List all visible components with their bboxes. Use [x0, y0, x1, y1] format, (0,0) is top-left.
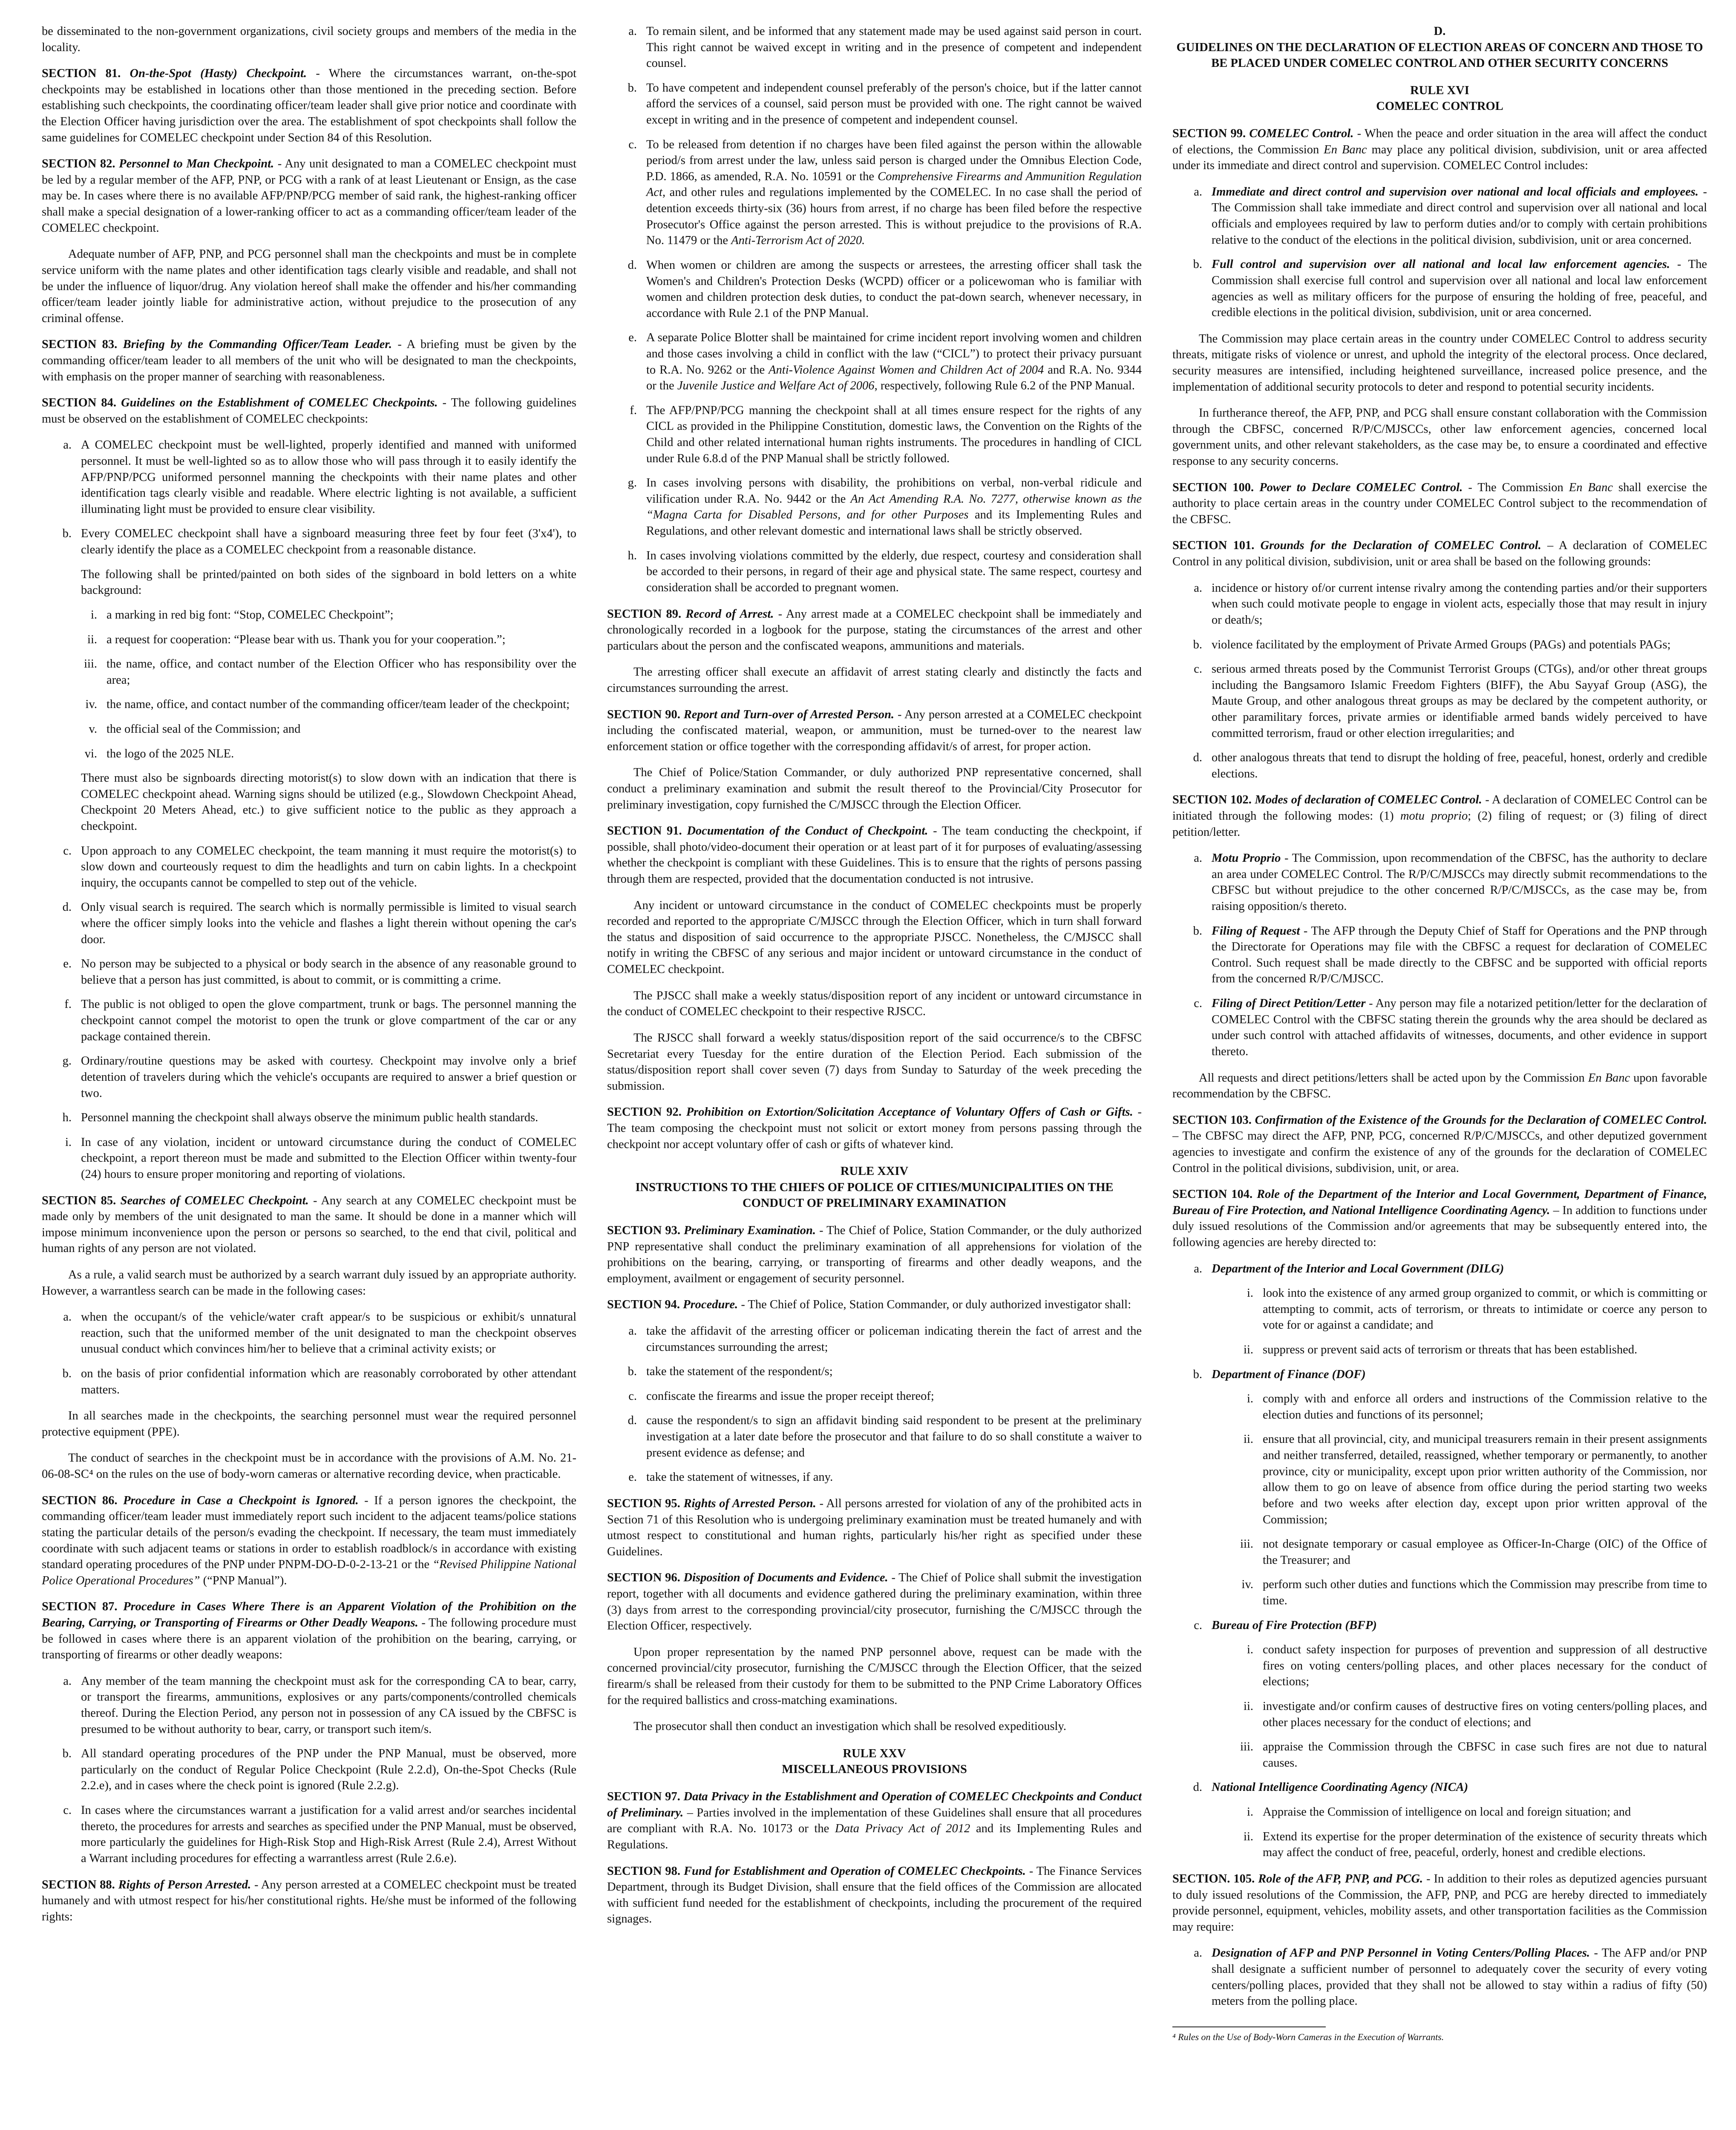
- section-94: SECTION 94. Procedure. - The Chief of Police, Station Commander, or duly authorized investigator shall:: [607, 1298, 1131, 1312]
- list-102: [1172, 850, 1707, 1059]
- list-item: a. incidence or history of/or current intense rivalry among the contending parties and/or their supporters when such could motivate people to engage in violent acts, especially those that may result in injury or death/s;: [1194, 581, 1707, 627]
- list-88: [607, 23, 1142, 596]
- section-97: SECTION 97. Data Privacy in the Establishment and Operation of COMELEC Checkpoints and Conduct of Preliminary. – Parties involved in the implementation of these Guidelines shall ensure that all procedures are compliant with R.A. No. 10173 or the Data Privacy Act of 2012 and its Implementing Rules and Regulations.: [607, 1790, 1142, 1851]
- list-item: i. comply with and enforce all orders and instructions of the Commission relative to the election duties and functions of its personnel;: [1247, 1392, 1707, 1422]
- list-item: g. In cases involving persons with disability, the prohibitions on verbal, non-verbal ridicule and vilification under R.A. No. 9442 or the An Act Amending R.A. No. 7277, otherwise known as the “Magna Carta for Disabled Persons, and for other Purposes and its Implementing Rules and Regulations, and other relevant domestic and international laws shall be strictly observed.: [628, 476, 1142, 538]
- section-96: SECTION 96. Disposition of Documents and Evidence. - The Chief of Police shall submit the investigation report, together with all documents and evidence gathered during the preliminary examination, within three (3) days from arrest to the corresponding provincial/city prosecutor, furnishing the C/MJSCC through the Election Officer, respectively.: [607, 1571, 1142, 1633]
- paragraph: Upon proper representation by the named PNP personnel above, request can be made with the concerned provincial/city prosecutor, furnishing the C/MJSCC through the Election Officer, that the seized firearm/s shall be released from their custody for them to be submitted to the PNP Crime Laboratory Offices for the required ballistics and cross-matching examinations.: [607, 1645, 1142, 1707]
- list-item: There must also be signboards directing motorist(s) to slow down with an indication that there is COMELEC checkpoint ahead. Warning signs should be utilized (e.g., Slowdown Checkpoint Ahead, Checkpoint 20 Meters Ahead, etc.) to give sufficient notice to the public as they approach a checkpoint.: [81, 771, 576, 833]
- rule-heading-16: RULE XVI COMELEC CONTROL: [1376, 83, 1503, 113]
- list-item: i. In case of any violation, incident or untoward circumstance during the conduct of COMELEC checkpoint, a report thereon must be made and submitted to the Election Officer within twenty-four (24) hours to ensure proper monitoring and reporting of violations.: [65, 1135, 576, 1181]
- list-item: b. Department of Finance (DOF): [1193, 1367, 1366, 1381]
- section-98: SECTION 98. Fund for Establishment and Operation of COMELEC Checkpoints. - The Finance Services Department, through its Budget Division, shall ensure that the field offices of the Commission are allocated with sufficient fund needed for the establishment of checkpoints, including the procurement of the required signages.: [607, 1864, 1142, 1926]
- list-item: b. All standard operating procedures of the PNP under the PNP Manual, must be observed, more particularly on the conduct of Regular Police Checkpoint (Rule 2.2.d), On-the-Spot Checks (Rule 2.2.e), and in cases where the check point is ignored (Rule 2.2.g).: [62, 1747, 576, 1793]
- list-item: i. a marking in red big font: “Stop, COMELEC Checkpoint”;: [90, 608, 394, 622]
- list-104: [1172, 1261, 1707, 1861]
- list-item: c. Bureau of Fire Protection (BFP): [1194, 1618, 1377, 1632]
- paragraph: The Commission may place certain areas in the country under COMELEC Control to address security threats, mitigate risks of violence or unrest, and uphold the integrity of the electoral process. Once declared, security measures are intensified, including heightened surveillance, increased police presence, and the implementation of additional security protocols to deter and respond to potential security incidents.: [1172, 332, 1707, 394]
- section-84: SECTION 84. Guidelines on the Establishment of COMELEC Checkpoints. - The following guidelines must be observed on the establishment of COMELEC checkpoints:: [42, 396, 576, 426]
- paragraph: The prosecutor shall then conduct an investigation which shall be resolved expeditiously.: [633, 1720, 1066, 1733]
- section-102: SECTION 102. Modes of declaration of COMELEC Control. - A declaration of COMELEC Control can be initiated through the following modes: (1) motu proprio; (2) filing of request; or (3) filing of direct petition/letter.: [1172, 793, 1707, 839]
- paragraph: The PJSCC shall make a weekly status/disposition report of any incident or untoward circumstance in the conduct of COMELEC checkpoint to their respective RJSCC.: [607, 989, 1142, 1019]
- list-item: a. Immediate and direct control and supervision over national and local officials and employees. - The Commission shall take immediate and direct control and supervision over all national and local officials and employees required by law to perform duties and/or to comply with certain prohibitions relative to the conduct of the elections in the political division, subdivision, unit or area concerned.: [1194, 185, 1707, 247]
- list-item: c. Upon approach to any COMELEC checkpoint, the team manning it must require the motorist(s) to slow down and courteously request to dim the headlights and turn on cabin lights. In a checkpoint inquiry, the occupants cannot be compelled to step out of the vehicle.: [63, 844, 576, 889]
- list-item: b. violence facilitated by the employment of Private Armed Groups (PAGs) and potentials PAGs;: [1193, 638, 1671, 651]
- list-item: d. When women or children are among the suspects or arrestees, the arresting officer shall task the Women's and Children's Protection Desks (WCPD) officer or a policewoman who is familiar with women and children protection desk duties, to conduct the pat-down search, whenever necessary, in accordance with Rule 2.1 of the PNP Manual.: [628, 258, 1142, 320]
- list-item: e. take the statement of witnesses, if any.: [628, 1471, 833, 1484]
- list-item: c. serious armed threats posed by the Communist Terrorist Groups (CTGs), and/or other threat groups including the Bangsamoro Islamic Freedom Fighters (BIFF), the Abu Sayyaf Group (ASG), the Maute Group, and other analogous threat groups as may be declared by the competent authority, or other paramilitary forces, private armies or identifiable armed bands widely perceived to have committed terrorism, fraud or other election irregularities; and: [1194, 662, 1707, 740]
- list-item: a. take the affidavit of the arresting officer or policeman indicating therein the fact of arrest and the circumstances surrounding the arrest;: [628, 1324, 1142, 1354]
- list-item: v. the official seal of the Commission; and: [89, 722, 301, 736]
- list-item: iii. appraise the Commission through the CBFSC in case such fires are not due to natural causes.: [1240, 1740, 1707, 1770]
- part-heading-d: D. GUIDELINES ON THE DECLARATION OF ELECTION AREAS OF CONCERN AND THOSE TO BE PLACED UNDER COMELEC CONTROL AND OTHER SECURITY CONCERNS: [1176, 25, 1703, 70]
- list-item: c. To be released from detention if no charges have been filed against the person within the allowable period/s from arrest under the law, unless said person is charged under the Omnibus Election Code, P.D. 1866, as amended, R.A. No. 10591 or the Comprehensive Firearms and Ammunition Regulation Act, and other rules and regulations implemented by the COMELEC. In no case shall the period of detention exceeds thirty-six (36) hours from arrest, if no charge has been filed before the respective Prosecutor's Office against the person arrested. This is without prejudice to the provisions of R.A. No. 11479 or the Anti-Terrorism Act of 2020.: [628, 138, 1142, 248]
- list-item: h. In cases involving violations committed by the elderly, due respect, courtesy and consideration shall be accorded to their persons, in regard of their age and physical state. The same respect, courtesy and consideration shall be accorded to pregnant women.: [628, 549, 1142, 594]
- column-right: [1172, 23, 1707, 2130]
- section-86: SECTION 86. Procedure in Case a Checkpoint is Ignored. - If a person ignores the checkpoint, the commanding officer/team leader must immediately report such incident to the adjacent teams/police stations stating the particular details of the person/s evading the checkpoint. If necessary, the team must immediately coordinate with such adjacent teams or stations in order to establish roadblock/s in accordance with existing standard operating procedures of the PNP under PNPM-DO-D-0-2-13-21 or the “Revised Philippine National Police Operational Procedures” (“PNP Manual”).: [42, 1494, 576, 1587]
- list-87: [42, 1673, 576, 1867]
- section-99: SECTION 99. COMELEC Control. - When the peace and order situation in the area will affect the conduct of elections, the Commission En Banc may place any political division, subdivision, unit or area affected under its immediate and direct control and supervision. COMELEC Control includes:: [1172, 127, 1707, 173]
- list-item: ii. Extend its expertise for the proper determination of the existence of security threats which may affect the conduct of free, peaceful, orderly, honest and credible elections.: [1244, 1830, 1707, 1859]
- list-item: b. To have competent and independent counsel preferably of the person's choice, but if the latter cannot afford the services of a counsel, said person must be provided with one. The right cannot be waived except in writing and in the presence of competent and independent counsel.: [628, 81, 1142, 127]
- paragraph: The RJSCC shall forward a weekly status/disposition report of the said occurrence/s to the CBFSC Secretariat every Tuesday for the entire duration of the Election Period. Each submission of the status/disposition report shall cover seven (7) days from Sunday to Saturday of the week preceding the submission.: [607, 1031, 1142, 1093]
- list-item: d. cause the respondent/s to sign an affidavit binding said respondent to be present at the preliminary investigation at a later date before the prosecutor and that failure to do so shall constitute a waiver to present evidence as defense; and: [628, 1414, 1142, 1459]
- paragraph: be disseminated to the non-government organizations, civil society groups and members of the media in the locality.: [42, 25, 576, 54]
- list-item: d. other analogous threats that tend to disrupt the holding of free, peaceful, honest, orderly and credible elections.: [1193, 751, 1707, 780]
- list-item: g. Ordinary/routine questions may be asked with courtesy. Checkpoint may involve only a brief detention of travelers during which the vehicle's occupants are required to answer a brief question or two.: [62, 1054, 576, 1100]
- list-item: The following shall be printed/painted on both sides of the signboard in bold letters on a white background:: [81, 567, 576, 597]
- section-103: SECTION 103. Confirmation of the Existence of the Grounds for the Declaration of COMELEC Control. – The CBFSC may direct the AFP, PNP, PCG, concerned R/P/C/MJSCCs, and other deputized government agencies to investigate and confirm the existence of any of the grounds for the declaration of COMELEC Control in the political divisions, subdivision, unit, or area.: [1172, 1113, 1707, 1175]
- list-item: a. To remain silent, and be informed that any statement made may be used against said person in court. This right cannot be waived except in writing and in the presence of competent and independent counsel.: [628, 25, 1142, 70]
- list-99: [1172, 184, 1707, 321]
- list-item: i. Appraise the Commission of intelligence on local and foreign situation; and: [1247, 1805, 1631, 1819]
- section-85: SECTION 85. Searches of COMELEC Checkpoint. - Any search at any COMELEC checkpoint must be made only by members of the unit designated to man the same. It should be done in a manner which will impose minimum inconvenience upon the person or persons so searched, to the end that civil, political and human rights of any person are not violated.: [42, 1194, 576, 1255]
- list-84: [42, 437, 576, 1182]
- list-item: iii. the name, office, and contact number of the Election Officer who has responsibility over the area;: [84, 657, 576, 687]
- list-item: b. take the statement of the respondent/s;: [628, 1365, 833, 1379]
- list-item: b. Filing of Request - The AFP through the Deputy Chief of Staff for Operations and the PNP through the Directorate for Operations may file with the CBFSC a request for declaration of COMELEC Control. Such request shall be made directly to the CBFSC and be supported with official reports from the concerned R/P/C/MJSCC.: [1193, 924, 1707, 986]
- section-88: SECTION 88. Rights of Person Arrested. - Any person arrested at a COMELEC checkpoint must be treated humanely and with utmost respect for his/her constitutional rights. He/she must be informed of the following rights:: [42, 1878, 576, 1923]
- list-item: c. confiscate the firearms and issue the proper receipt thereof;: [628, 1389, 934, 1403]
- section-104: SECTION 104. Role of the Department of the Interior and Local Government, Department of Finance, Bureau of Fire Protection, and National Intelligence Coordinating Agency. – In addition to functions under duly issued resolutions of the Commission and/or agreements that may be subsequently entered into, the following agencies are hereby directed to:: [1172, 1188, 1707, 1249]
- rule-heading-24: RULE XXIV INSTRUCTIONS TO THE CHIEFS OF POLICE OF CITIES/MUNICIPALITIES ON THE CONDUCT OF PRELIMINARY EXAMINATION: [635, 1165, 1114, 1210]
- list-item: b. Every COMELEC checkpoint shall have a signboard measuring three feet by four feet (3'x4'), to clearly identify the place as a COMELEC checkpoint from a reasonable distance.: [62, 527, 576, 557]
- section-93: SECTION 93. Preliminary Examination. - The Chief of Police, Station Commander, or the duly authorized PNP representative shall conduct the preliminary examination of all apprehensions for violation of the prohibitions on the bearing, carrying, or transporting of firearms and other deadly weapons, and the employment, availment or engagement of security personnel.: [607, 1224, 1142, 1285]
- list-item: ii. a request for cooperation: “Please bear with us. Thank you for your cooperation.”;: [87, 633, 506, 646]
- list-item: d. Only visual search is required. The search which is normally permissible is limited to visual search where the officer simply looks into the vehicle and flashes a light therein without opening the car's door.: [62, 901, 576, 946]
- list-item: b. on the basis of prior confidential information which are reasonably corroborated by other attendant matters.: [62, 1367, 576, 1396]
- list-item: b. Full control and supervision over all national and local law enforcement agencies. - The Commission shall exercise full control and supervision over all national and local law enforcement agencies as well as military officers for the purpose of ensuring the holding of free, peaceful, and credible elections in the political division, subdivision, unit or area concerned.: [1193, 258, 1707, 320]
- list-item: h. Personnel manning the checkpoint shall always observe the minimum public health standards.: [62, 1111, 538, 1125]
- list-85: [42, 1309, 576, 1398]
- section-89: SECTION 89. Record of Arrest. - Any arrest made at a COMELEC checkpoint shall be immediately and chronologically recorded in a logbook for the purpose, stating the circumstances of the arrest and other particulars about the person and the confiscated weapons, ammunitions and materials.: [607, 607, 1142, 653]
- paragraph: Any incident or untoward circumstance in the conduct of COMELEC checkpoints must be properly recorded and reported to the appropriate C/MJSCC through the Election Officer, which in turn shall forward the status and disposition of said occurrence to the appropriate PJSCC. Nonetheless, the C/MJSCC shall notify in writing the CBFSC of any serious and major incident or untoward circumstance in the conduct of COMELEC checkpoint.: [607, 898, 1142, 976]
- paragraph: The conduct of searches in the checkpoint must be in accordance with the provisions of A.M. No. 21-06-08-SC⁴ on the rules on the use of body-worn cameras or alternative recording device, when practicable.: [42, 1451, 576, 1481]
- section-90: SECTION 90. Report and Turn-over of Arrested Person. - Any person arrested at a COMELEC checkpoint including the confiscated material, weapon, or ammunition, must be turned-over to the nearest law enforcement station or office together with the corresponding affidavit/s of arrest, for proper action.: [607, 708, 1142, 753]
- section-92: SECTION 92. Prohibition on Extortion/Solicitation Acceptance of Voluntary Offers of Cash or Gifts. - The team composing the checkpoint must not solicit or extort money from persons passing through the checkpoint nor accept voluntary offer of cash or gifts of whatever kind.: [607, 1105, 1142, 1151]
- section-100: SECTION 100. Power to Declare COMELEC Control. - The Commission En Banc shall exercise the authority to place certain areas in the country under COMELEC Control subject to the recommendation of the CBFSC.: [1172, 481, 1707, 526]
- list-item: f. The public is not obliged to open the glove compartment, trunk or bags. The personnel manning the checkpoint cannot compel the motorist to open the trunk or glove compartment of the car or any package contained therein.: [64, 998, 576, 1043]
- paragraph: Adequate number of AFP, PNP, and PCG personnel shall man the checkpoints and must be in complete service uniform with the name plates and other identification tags clearly visible and readable, and shall not be under the influence of liquor/drug. Any violation hereof shall make the offender and his/her commanding officer/team leader jointly liable for administrative action, without prejudice to the prosecution of any criminal offense.: [42, 248, 576, 325]
- list-item: a. Designation of AFP and PNP Personnel in Voting Centers/Polling Places. - The AFP and/or PNP shall designate a sufficient number of personnel to adequately cover the security of every voting centers/polling places, provided that they shall not be allowed to stay within a radius of fifty (50) meters from the polling place.: [1194, 1946, 1707, 2008]
- list-101: [1172, 580, 1707, 782]
- list-item: a. Department of the Interior and Local Government (DILG): [1194, 1262, 1504, 1275]
- section-81: SECTION 81. On-the-Spot (Hasty) Checkpoint. - Where the circumstances warrant, on-the-spot checkpoints may be established in locations other than those mentioned in the preceding section. Before establishing such checkpoints, the coordinating officer/team leader shall give prior notice and coordinate with the Election Officer having jurisdiction over the area. The establishment of spot checkpoints shall follow the same guidelines for COMELEC checkpoint under Section 84 of this Resolution.: [42, 67, 576, 144]
- list-item: a. Any member of the team manning the checkpoint must ask for the corresponding CA to bear, carry, or transport the firearms, ammunitions, explosives or any parts/components/controlled chemicals thereof. During the Election Period, any person not in possession of any CA issued by the CBFSC is presumed to be without authority to bear, carry, or transport such item/s.: [63, 1674, 576, 1736]
- list-item: iii. not designate temporary or casual employee as Officer-In-Charge (OIC) of the Office of the Treasurer; and: [1240, 1537, 1707, 1567]
- list-item: vi. the logo of the 2025 NLE.: [84, 747, 234, 760]
- paragraph: All requests and direct petitions/letters shall be acted upon by the Commission En Banc upon favorable recommendation by the CBFSC.: [1172, 1071, 1707, 1101]
- list-item: ii. ensure that all provincial, city, and municipal treasurers remain in their present assignments and neither transferred, detailed, reassigned, whether temporary or permanently, to another province, city or municipality, except upon prior written authority of the Commission, nor allow them to go on leave of absence from office during the period starting two weeks before and two weeks after election day, except upon prior written approval of the Commission;: [1244, 1433, 1707, 1526]
- list-item: ii. suppress or prevent said acts of terrorism or threats that has been established.: [1244, 1343, 1638, 1357]
- list-94: [607, 1323, 1142, 1485]
- list-item: iv. the name, office, and contact number of the commanding officer/team leader of the checkpoint;: [85, 698, 570, 711]
- paragraph: As a rule, a valid search must be authorized by a search warrant duly issued by an appropriate authority. However, a warrantless search can be made in the following cases:: [42, 1268, 576, 1298]
- list-item: i. look into the existence of any armed group organized to commit, or which is committing or attempting to commit, acts of terrorism, or threats to intimidate or coerce any person to vote for or against a candidate; and: [1247, 1287, 1707, 1332]
- rule-heading-25: RULE XXV MISCELLANEOUS PROVISIONS: [782, 1747, 967, 1776]
- list-item: i. conduct safety inspection for purposes of prevention and suppression of all destructive fires on voting centers/polling places, and other places necessary for the conduct of elections;: [1247, 1643, 1707, 1689]
- list-105: [1172, 1945, 1707, 2009]
- list-item: e. A separate Police Blotter shall be maintained for crime incident report involving women and children and those cases involving a child in conflict with the law (“CICL”) to protect their privacy pursuant to R.A. No. 9262 or the Anti-Violence Against Women and Children Act of 2004 and R.A. No. 9344 or the Juvenile Justice and Welfare Act of 2006, respectively, following Rule 6.2 of the PNP Manual.: [628, 331, 1142, 393]
- footnote: ⁴ Rules on the Use of Body-Worn Cameras in the Execution of Warrants.: [1172, 2031, 1444, 2042]
- list-item: c. In cases where the circumstances warrant a justification for a valid arrest and/or searches incidental thereto, the procedures for arrests and searches as specified under the PNP Manual, must be observed, more particularly the guidelines for High-Risk Stop and High-Risk Arrest (Rule 2.4), Arrest Without a Warrant including procedures for effecting a warrantless arrest (Rule 2.6.e).: [63, 1804, 576, 1865]
- list-item: e. No person may be subjected to a physical or body search in the absence of any reasonable ground to believe that a person has just committed, is about to commit, or is committing a crime.: [63, 957, 576, 987]
- section-105: SECTION. 105. Role of the AFP, PNP, and PCG. - In addition to their roles as deputized agencies pursuant to duly issued resolutions of the Commission, the AFP, PNP, and PCG are hereby directed to immediately provide personnel, equipment, vehicles, mobility assets, and other transportation facilities as the Commission may require:: [1172, 1872, 1707, 1934]
- list-item: a. A COMELEC checkpoint must be well-lighted, properly identified and manned with uniformed personnel. It must be well-lighted so as to allow those who will pass through it to easily identify the AFP/PNP/PCG uniformed personnel manning the checkpoints with their name plates and other identification tags clearly visible and readable. Where electric lighting is not available, a sufficient illuminating light must be provided to ensure clear visibility.: [63, 438, 576, 516]
- paragraph: The Chief of Police/Station Commander, or duly authorized PNP representative concerned, shall conduct a preliminary examination and submit the result thereof to the Provincial/City Prosecutor for preliminary investigation, copy furnished the C/MJSCC through the Election Officer.: [607, 766, 1142, 812]
- column-middle: [607, 23, 1142, 2130]
- list-item: iv. perform such other duties and functions which the Commission may prescribe from time to time.: [1241, 1578, 1707, 1607]
- paragraph: In furtherance thereof, the AFP, PNP, and PCG shall ensure constant collaboration with the Commission through the CBFSC, concerned R/P/C/MJSCCs, other law enforcement agencies, concerned local government units, and other relevant stakeholders, as the case may be, to ensure a coordinated and effective response to any security concerns.: [1172, 406, 1707, 468]
- list-item: d. National Intelligence Coordinating Agency (NICA): [1193, 1781, 1468, 1794]
- section-95: SECTION 95. Rights of Arrested Person. - All persons arrested for violation of any of the prohibited acts in Section 71 of this Resolution who is undergoing preliminary examination must be treated humanely and with utmost respect to constitutional and human rights, particularly his/her right as specified under these Guidelines.: [607, 1497, 1142, 1558]
- section-101: SECTION 101. Grounds for the Declaration of COMELEC Control. – A declaration of COMELEC Control in any political division, subdivision, unit or area shall be based on the following grounds:: [1172, 539, 1707, 569]
- section-91: SECTION 91. Documentation of the Conduct of Checkpoint. - The team conducting the checkpoint, if possible, shall photo/video-document their operation or at least part of it for purposes of evaluating/assessing whether the checkpoint is compliant with these Guidelines. This is to ensure that the rights of persons passing through them are respected, provided that the documentation conducted is not intrusive.: [607, 824, 1142, 886]
- list-item: f. The AFP/PNP/PCG manning the checkpoint shall at all times ensure respect for the rights of any CICL as provided in the Philippine Constitution, domestic laws, the Convention on the Rights of the Child and other related international human rights instruments. The procedures in handling of CICL under Rule 6.8.d of the PNP Manual shall be strictly followed.: [630, 403, 1142, 465]
- section-83: SECTION 83. Briefing by the Commanding Officer/Team Leader. - A briefing must be given by the commanding officer/team leader to all members of the unit who will be designated to man the checkpoints, with emphasis on the proper manner of searching with reasonableness.: [42, 338, 576, 383]
- list-item: c. Filing of Direct Petition/Letter - Any person may file a notarized petition/letter for the declaration of COMELEC Control with the CBFSC stating therein the grounds why the area should be declared as under such control with attached affidavits of witnesses, documents, and other evidence in support thereto.: [1194, 997, 1707, 1058]
- section-82: SECTION 82. Personnel to Man Checkpoint. - Any unit designated to man a COMELEC checkpoint must be led by a regular member of the AFP, PNP, or PCG with a rank of at least Lieutenant or Ensign, as the case may be. In cases where there is no available AFP/PNP/PCG member of said rank, the highest-ranking officer shall make a special designation of a lower-ranking officer to act as a commanding officer/team leader of the COMELEC checkpoint.: [42, 157, 576, 235]
- column-left: [42, 23, 576, 2130]
- paragraph: The arresting officer shall execute an affidavit of arrest stating clearly and distinctly the facts and circumstances surrounding the arrest.: [607, 665, 1142, 695]
- list-item: a. when the occupant/s of the vehicle/water craft appear/s to be suspicious or exhibit/s unnatural reaction, such that the uniformed member of the unit designated to man the checkpoint observes unusual conduct which convinces him/her to believe that a criminal activity exists; or: [63, 1310, 576, 1356]
- section-87: SECTION 87. Procedure in Cases Where There is an Apparent Violation of the Prohibition on the Bearing, Carrying, or Transporting of Firearms or Other Deadly Weapons. - The following procedure must be followed in cases where there is an apparent violation of the prohibition on the bearing, carrying, or transporting of firearms or other deadly weapons:: [42, 1600, 576, 1662]
- footnote-divider: [1172, 2026, 1326, 2027]
- paragraph: In all searches made in the checkpoints, the searching personnel must wear the required personnel protective equipment (PPE).: [42, 1409, 576, 1439]
- list-item: a. Motu Proprio - The Commission, upon recommendation of the CBFSC, has the authority to declare an area under COMELEC Control. The R/P/C/MJSCCs may directly submit recommendations to the CBFSC but without prejudice to the other concerned R/P/C/MJSCCs, as the case may be, from raising opposition/s thereto.: [1194, 852, 1707, 913]
- list-item: ii. investigate and/or confirm causes of destructive fires on voting centers/polling places, and other places necessary for the conduct of elections; and: [1244, 1700, 1707, 1729]
